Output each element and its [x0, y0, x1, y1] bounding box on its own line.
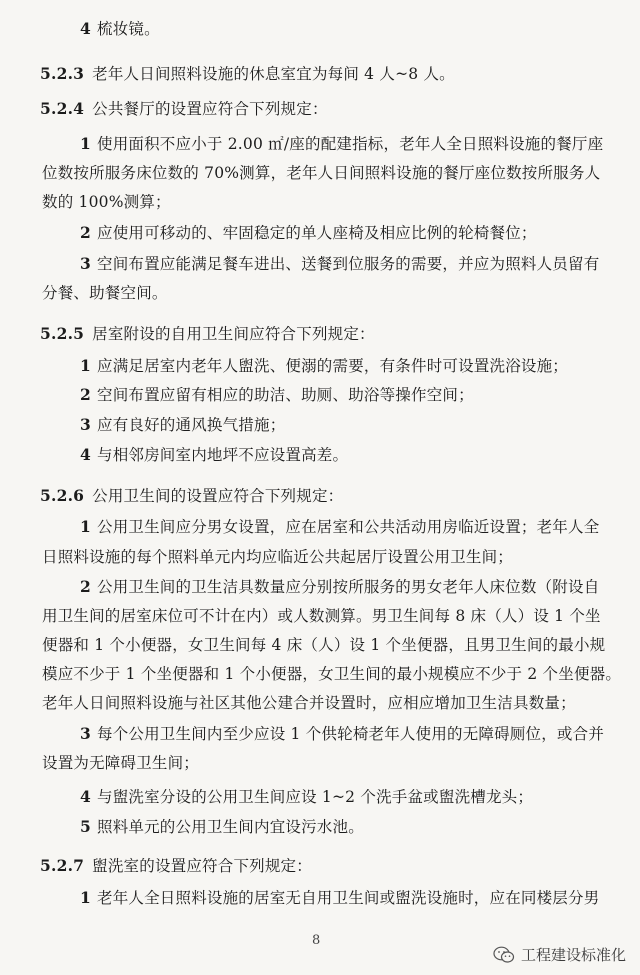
list-item: 1 老年人全日照料设施的居室无自用卫生间或盥洗设施时，应在同楼层分男	[80, 888, 600, 907]
continuation-line: 位数按所服务床位数的 70%测算，老年人日间照料设施的餐厅座位数按所服务人	[42, 164, 601, 182]
watermark	[493, 944, 626, 965]
continuation-line: 数的 100%测算；	[42, 193, 171, 211]
list-item: 5 照料单元的公用卫生间内宜设污水池。	[80, 817, 364, 836]
section-heading: 5.2.6 公用卫生间的设置应符合下列规定：	[40, 486, 344, 505]
list-item: 3 每个公用卫生间内至少应设 1 个供轮椅老年人使用的无障碍厕位，或合并	[80, 724, 605, 743]
page-number: 8	[312, 933, 321, 948]
watermark-text: 工程建设标准化	[520, 946, 626, 964]
continuation-line: 设置为无障碍卫生间；	[42, 754, 200, 772]
section-heading: 5.2.5 居室附设的自用卫生间应符合下列规定：	[40, 324, 375, 343]
continuation-line: 模应不少于 1 个坐便器和 1 个小便器，女卫生间的最小规模应不少于 2 个坐便器。	[42, 665, 622, 683]
continuation-line: 用卫生间的居室床位可不计在内）或人数测算。男卫生间每 8 床（人）设 1 个坐	[42, 607, 601, 625]
list-item: 4 与相邻房间室内地坪不应设置高差。	[80, 445, 349, 464]
list-item: 2 公用卫生间的卫生洁具数量应分别按所服务的男女老年人床位数（附设自	[80, 577, 600, 596]
section-heading: 5.2.3 老年人日间照料设施的休息室宜为每间 4 人~8 人。	[40, 64, 455, 83]
list-item: 2 应使用可移动的、牢固稳定的单人座椅及相应比例的轮椅餐位；	[80, 223, 537, 242]
list-item: 4 梳妆镜。	[80, 19, 160, 38]
section-heading: 5.2.7 盥洗室的设置应符合下列规定：	[40, 856, 312, 875]
list-item: 4 与盥洗室分设的公用卫生间应设 1~2 个洗手盆或盥洗槽龙头；	[80, 787, 534, 806]
wechat-icon	[493, 946, 515, 964]
continuation-line: 便器和 1 个小便器，女卫生间每 4 床（人）设 1 个坐便器，且男卫生间的最小规	[42, 636, 606, 654]
list-item: 3 应有良好的通风换气措施；	[80, 415, 286, 434]
continuation-line: 日照料设施的每个照料单元内均应临近公共起居厅设置公用卫生间；	[42, 548, 514, 566]
continuation-line: 分餐、助餐空间。	[42, 284, 168, 302]
list-item: 3 空间布置应能满足餐车进出、送餐到位服务的需要，并应为照料人员留有	[80, 254, 600, 273]
continuation-line: 老年人日间照料设施与社区其他公建合并设置时，应相应增加卫生洁具数量；	[42, 694, 576, 712]
section-heading: 5.2.4 公共餐厅的设置应符合下列规定：	[40, 99, 328, 118]
list-item: 1 使用面积不应小于 2.00 ㎡/座的配建指标，老年人全日照料设施的餐厅座	[80, 134, 604, 153]
list-item: 1 应满足居室内老年人盥洗、便溺的需要，有条件时可设置洗浴设施；	[80, 356, 569, 375]
list-item: 1 公用卫生间应分男女设置，应在居室和公共活动用房临近设置；老年人全	[80, 517, 600, 536]
list-item: 2 空间布置应留有相应的助洁、助厕、助浴等操作空间；	[80, 385, 474, 404]
